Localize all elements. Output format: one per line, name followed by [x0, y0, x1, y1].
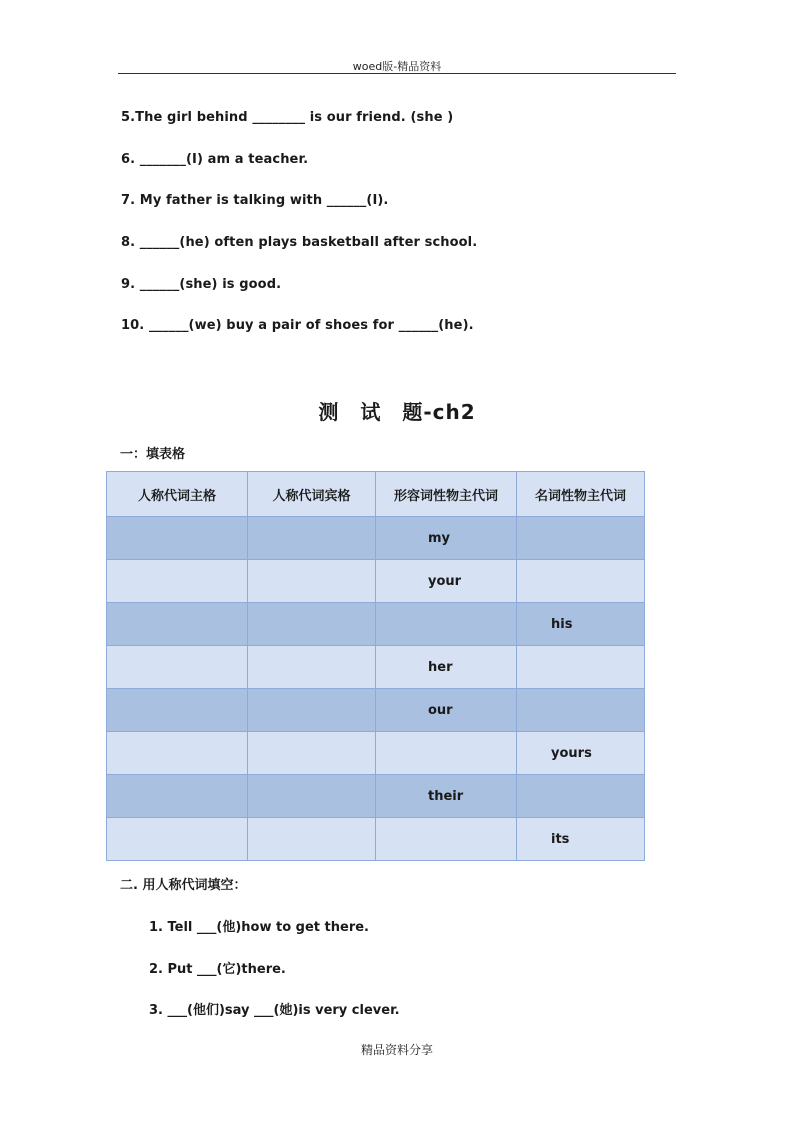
- header-adjectival-possessive: 形容词性物主代词: [376, 472, 517, 517]
- pronoun-table: [106, 471, 645, 861]
- table-cell: [248, 775, 376, 818]
- table-cell: [107, 732, 248, 775]
- table-cell: [248, 646, 376, 689]
- table-row: [107, 732, 645, 775]
- header-divider: [118, 73, 676, 74]
- table-cell: her: [376, 646, 517, 689]
- table-cell: [517, 560, 645, 603]
- table-row: [107, 775, 645, 818]
- table-cell: [248, 689, 376, 732]
- table-cell: [376, 603, 517, 646]
- header-subject-pronoun: 人称代词主格: [107, 472, 248, 517]
- table-row: [107, 689, 645, 732]
- table-cell: [248, 517, 376, 560]
- table-cell: [517, 517, 645, 560]
- question-3: 3. ___(他们)say ___(她)is very clever.: [149, 1003, 400, 1018]
- table-cell: [107, 603, 248, 646]
- question-2: 2. Put ___(它)there.: [149, 962, 286, 977]
- table-cell: [107, 560, 248, 603]
- table-row: [107, 560, 645, 603]
- table-cell: [376, 818, 517, 861]
- exercise-line-7: 7. My father is talking with ______(I).: [121, 193, 389, 208]
- table-cell: their: [376, 775, 517, 818]
- table-cell: [107, 775, 248, 818]
- exercise-line-10: 10. ______(we) buy a pair of shoes for ______(he).: [121, 318, 474, 333]
- table-row: [107, 603, 645, 646]
- table-cell: [517, 689, 645, 732]
- exercise-line-6: 6. _______(I) am a teacher.: [121, 152, 309, 167]
- table-cell: its: [517, 818, 645, 861]
- table-cell: [517, 646, 645, 689]
- exercise-line-8: 8. ______(he) often plays basketball after school.: [121, 235, 478, 250]
- table-cell: my: [376, 517, 517, 560]
- table-cell: [248, 603, 376, 646]
- page-title: 测 试 题-ch2: [318, 400, 476, 424]
- header-object-pronoun: 人称代词宾格: [248, 472, 376, 517]
- table-cell: [517, 775, 645, 818]
- table-cell: [107, 818, 248, 861]
- table-cell: yours: [517, 732, 645, 775]
- table-cell: [376, 732, 517, 775]
- table-cell: [107, 689, 248, 732]
- section-1-label: 一：填表格: [120, 447, 186, 462]
- table-cell: [107, 646, 248, 689]
- header-nominal-possessive: 名词性物主代词: [517, 472, 645, 517]
- page-header: woed版-精品资料: [352, 60, 442, 73]
- table-row: [107, 517, 645, 560]
- table-header-row: [107, 472, 645, 517]
- table-cell: [248, 560, 376, 603]
- table-cell: our: [376, 689, 517, 732]
- table-row: [107, 818, 645, 861]
- table-cell: [248, 732, 376, 775]
- table-cell: [107, 517, 248, 560]
- question-1: 1. Tell ___(他)how to get there.: [149, 920, 369, 935]
- section-2-label: 二. 用人称代词填空：: [120, 878, 247, 893]
- table-row: [107, 646, 645, 689]
- exercise-line-9: 9. ______(she) is good.: [121, 277, 282, 292]
- table-cell: your: [376, 560, 517, 603]
- table-cell: his: [517, 603, 645, 646]
- page-footer: 精品资料分享: [360, 1043, 433, 1057]
- table-cell: [248, 818, 376, 861]
- exercise-line-5: 5.The girl behind ________ is our friend. (she ): [121, 110, 454, 125]
